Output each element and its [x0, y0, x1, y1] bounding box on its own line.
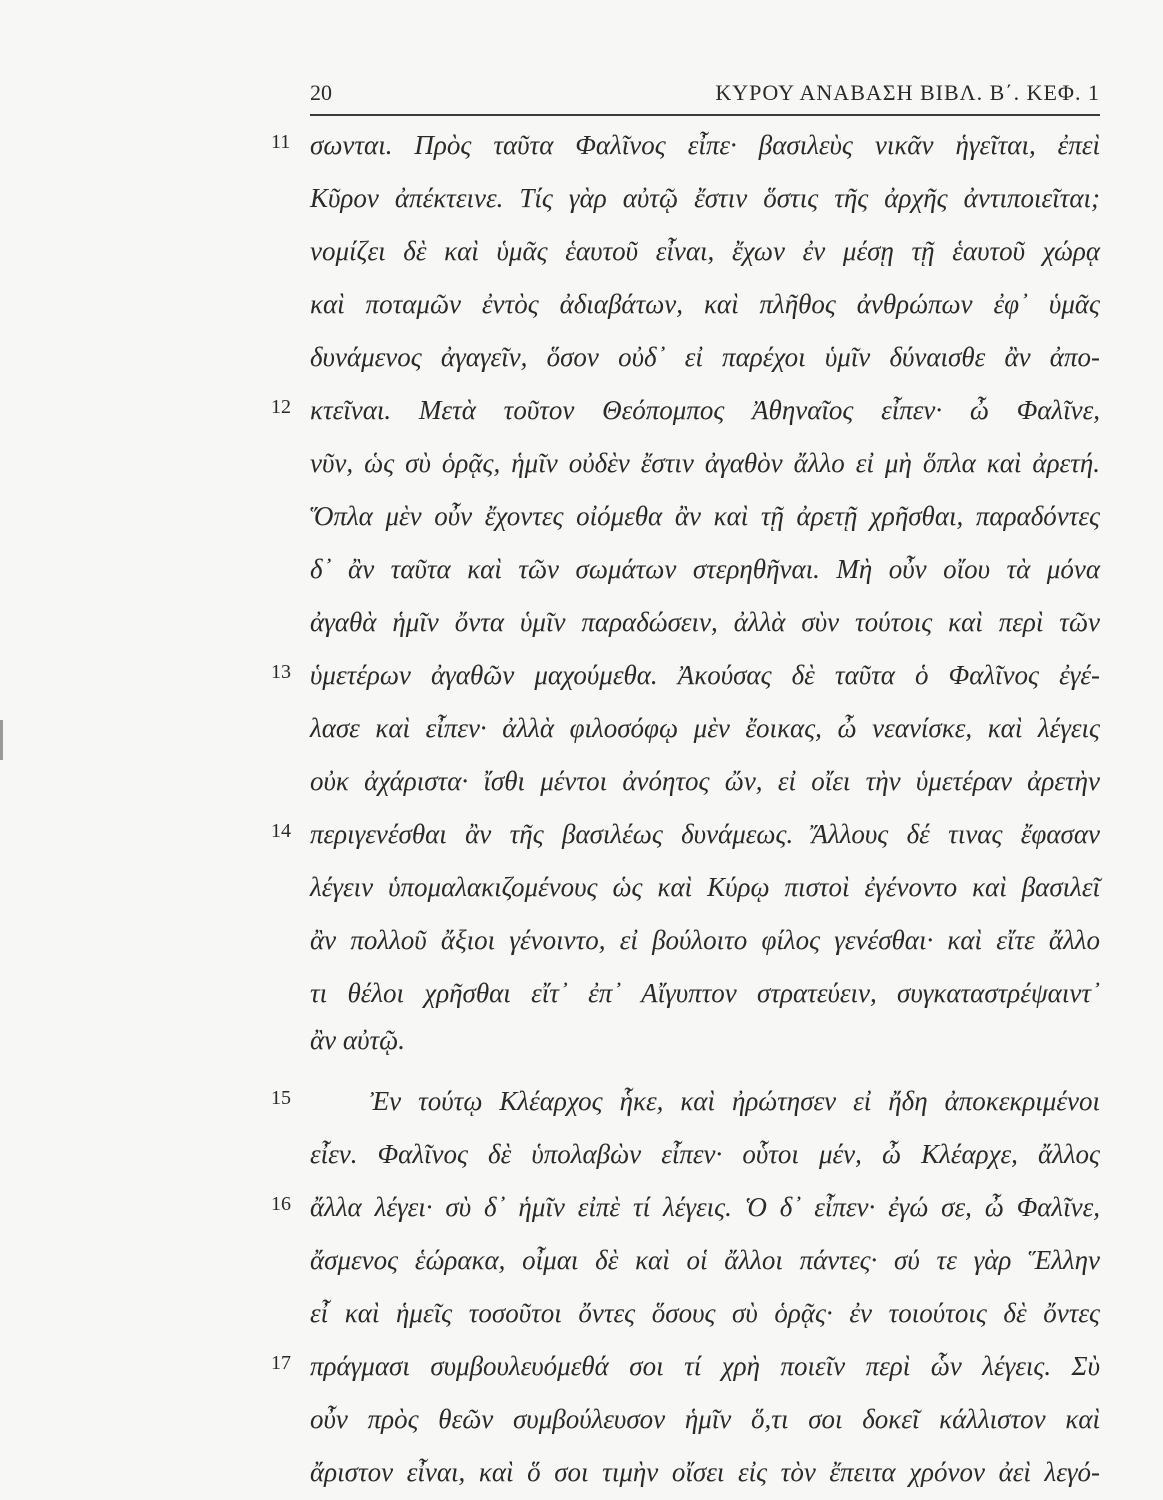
section-number: 16: [271, 1193, 291, 1215]
text-line: [0, 970, 1163, 1016]
line-text: πράγμασι συμβουλευόμεθά σοι τί χρὴ ποιεῖν περὶ ὧν λέγεις. Σὺ: [310, 1351, 1100, 1381]
line-text: Ὅπλα μὲν οὖν ἔχοντες οἰόμεθα ἂν καὶ τῇ ἀρετῇ χρῆσθαι, παραδόντες: [310, 501, 1100, 531]
running-title: ΚΥΡΟΥ ΑΝΑΒΑΣΗ ΒΙΒΛ. Β΄. ΚΕΦ. 1: [715, 80, 1100, 105]
line-text: καὶ ποταμῶν ἐντὸς ἀδιαβάτων, καὶ πλῆθος ἀνθρώπων ἐφ᾽ ὑμᾶς: [310, 289, 1100, 319]
line-text: λασε καὶ εἶπεν· ἀλλὰ φιλοσόφῳ μὲν ἔοικας, ὦ νεανίσκε, καὶ λέγεις: [310, 713, 1100, 743]
line-text: ἄριστον εἶναι, καὶ ὅ σοι τιμὴν οἴσει εἰς τὸν ἔπειτα χρόνον ἀεὶ λεγό-: [310, 1457, 1100, 1487]
text-line: [0, 1017, 1163, 1063]
text-line: [0, 1343, 1163, 1389]
section-number: 14: [271, 820, 291, 842]
text-line: [0, 1449, 1163, 1495]
text-line: [0, 1184, 1163, 1230]
text-line: [0, 387, 1163, 433]
line-text: περιγενέσθαι ἂν τῆς βασιλέως δυνάμεως. Ἄλλους δέ τινας ἔφασαν: [310, 819, 1100, 849]
text-line: [0, 1396, 1163, 1442]
line-text: οὖν πρὸς θεῶν συμβούλευσον ἡμῖν ὅ,τι σοι δοκεῖ κάλλιστον καὶ: [310, 1404, 1100, 1434]
text-line: [0, 599, 1163, 645]
line-text: τι θέλοι χρῆσθαι εἴτ᾽ ἐπ᾽ Αἴγυπτον στρατεύειν, συγκαταστρέψαιντ᾽: [310, 978, 1100, 1008]
text-line: [0, 175, 1163, 221]
line-text: δυνάμενος ἀγαγεῖν, ὅσον οὐδ᾽ εἰ παρέχοι ὑμῖν δύναισθε ἂν ἀπο-: [310, 342, 1100, 372]
section-number: 11: [271, 131, 291, 153]
line-text: εἶ καὶ ἡμεῖς τοσοῦτοι ὄντες ὅσους σὺ ὁρᾷς· ἐν τοιούτοις δὲ ὄντες: [310, 1298, 1100, 1328]
text-line: [0, 1078, 1163, 1124]
text-line: [0, 493, 1163, 539]
section-number: 13: [271, 661, 291, 683]
text-line: [0, 1237, 1163, 1283]
line-text: οὐκ ἀχάριστα· ἴσθι μέντοι ἀνόητος ὤν, εἰ οἴει τὴν ὑμετέραν ἀρετὴν: [310, 766, 1100, 796]
line-text: Κῦρον ἀπέκτεινε. Τίς γὰρ αὐτῷ ἔστιν ὅστις τῆς ἀρχῆς ἀντιποιεῖται;: [310, 183, 1100, 213]
text-line: [0, 1131, 1163, 1177]
section-number: 15: [271, 1087, 291, 1109]
section-number: 17: [271, 1352, 291, 1374]
text-line: [0, 758, 1163, 804]
line-text: ἀγαθὰ ἡμῖν ὄντα ὑμῖν παραδώσειν, ἀλλὰ σὺν τούτοις καὶ περὶ τῶν: [310, 607, 1100, 637]
line-text: λέγειν ὑπομαλακιζομένους ὡς καὶ Κύρῳ πιστοὶ ἐγένοντο καὶ βασιλεῖ: [310, 872, 1100, 902]
line-text: ἂν πολλοῦ ἄξιοι γένοιντο, εἰ βούλοιτο φίλος γενέσθαι· καὶ εἴτε ἄλλο: [310, 925, 1100, 955]
line-text: ἄσμενος ἑώρακα, οἶμαι δὲ καὶ οἱ ἄλλοι πάντες· σύ τε γὰρ Ἕλλην: [310, 1245, 1100, 1275]
text-line: [0, 864, 1163, 910]
line-text: δ᾽ ἂν ταῦτα καὶ τῶν σωμάτων στερηθῆναι. Μὴ οὖν οἴου τὰ μόνα: [310, 554, 1100, 584]
text-line: [0, 705, 1163, 751]
scan-edge-mark: [0, 720, 3, 760]
line-text: ἂν αὐτῷ.: [310, 1025, 405, 1055]
section-number: 12: [271, 396, 291, 418]
line-text: ἄλλα λέγει· σὺ δ᾽ ἡμῖν εἰπὲ τί λέγεις. Ὁ δ᾽ εἶπεν· ἐγώ σε, ὦ Φαλῖνε,: [310, 1192, 1100, 1222]
text-line: [0, 811, 1163, 857]
text-line: [0, 652, 1163, 698]
page-header: [310, 74, 1100, 116]
page-number: 20: [310, 80, 332, 105]
text-line: [0, 228, 1163, 274]
text-line: [0, 546, 1163, 592]
line-text: ὑμετέρων ἀγαθῶν μαχούμεθα. Ἀκούσας δὲ ταῦτα ὁ Φαλῖνος ἐγέ-: [310, 660, 1100, 690]
line-text: Ἐν τούτῳ Κλέαρχος ἧκε, καὶ ἠρώτησεν εἰ ἤδη ἀποκεκριμένοι: [370, 1086, 1100, 1116]
text-line: [0, 1290, 1163, 1336]
text-line: [0, 122, 1163, 168]
line-text: νομίζει δὲ καὶ ὑμᾶς ἑαυτοῦ εἶναι, ἔχων ἐν μέσῃ τῇ ἑαυτοῦ χώρᾳ: [310, 236, 1100, 266]
line-text: εἶεν. Φαλῖνος δὲ ὑπολαβὼν εἶπεν· οὗτοι μέν, ὦ Κλέαρχε, ἄλλος: [310, 1139, 1100, 1169]
line-text: κτεῖναι. Μετὰ τοῦτον Θεόπομπος Ἀθηναῖος εἶπεν· ὦ Φαλῖνε,: [310, 395, 1100, 425]
line-text: νῦν, ὡς σὺ ὁρᾷς, ἡμῖν οὐδὲν ἔστιν ἀγαθὸν ἄλλο εἰ μὴ ὅπλα καὶ ἀρετή.: [310, 448, 1100, 478]
text-line: [0, 917, 1163, 963]
text-line: [0, 281, 1163, 327]
text-line: [0, 440, 1163, 486]
line-text: σωνται. Πρὸς ταῦτα Φαλῖνος εἶπε· βασιλεὺς νικᾶν ἡγεῖται, ἐπεὶ: [310, 130, 1100, 160]
text-line: [0, 334, 1163, 380]
